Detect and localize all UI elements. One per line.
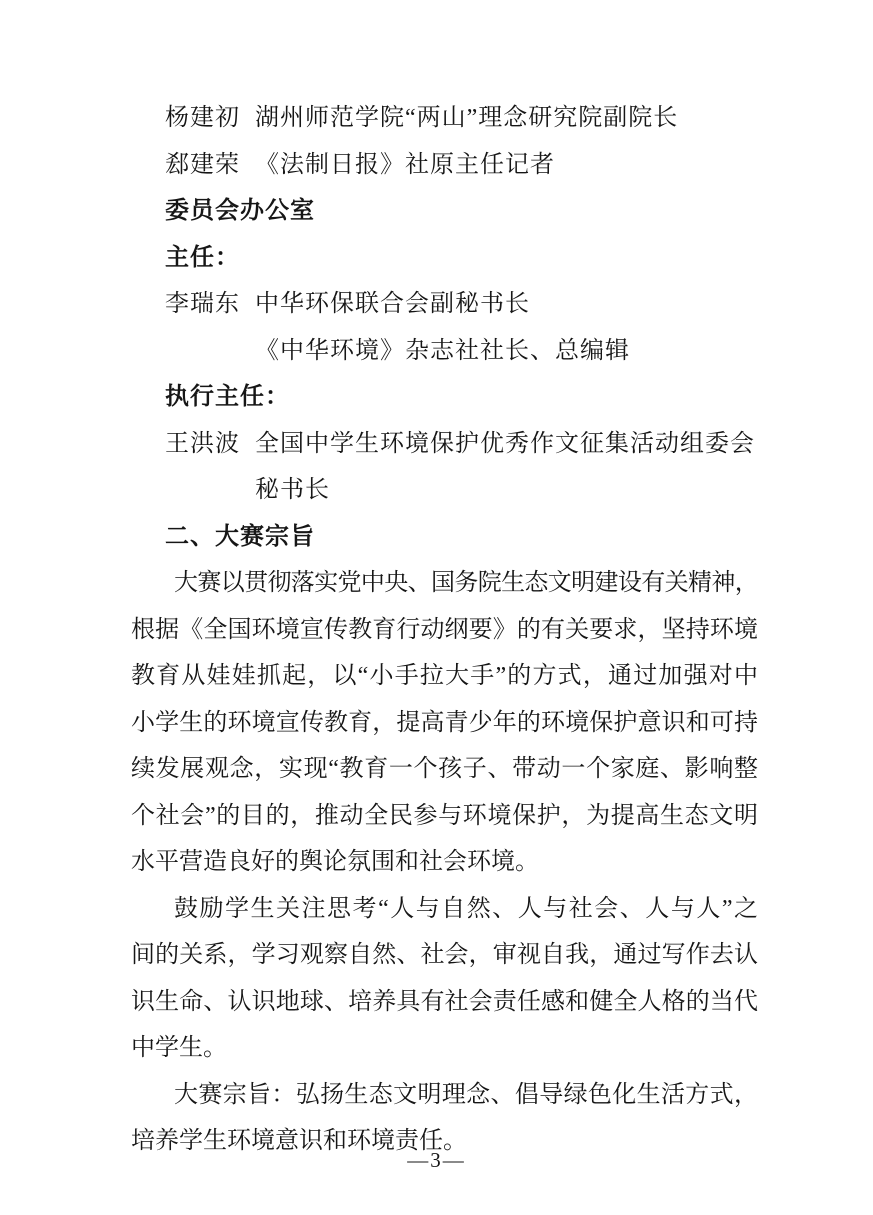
person-title: 全国中学生环境保护优秀作文征集活动组委会 [255, 430, 755, 457]
person-title: 湖州师范学院“两山”理念研究院副院长 [255, 105, 679, 131]
office-heading: 委员会办公室 [165, 198, 315, 224]
paragraph-line: 鼓励学生关注思考“人与自然、人与社会、人与人”之 [174, 895, 758, 922]
person-name: 郄建荣 [165, 151, 240, 178]
paragraph-line: 教育从娃娃抓起，以“小手拉大手”的方式，通过加强对中 [131, 663, 758, 689]
person-name: 王洪波 [165, 430, 240, 457]
director-label: 主任： [165, 244, 240, 271]
paragraph-line: 个社会”的目的，推动全民参与环境保护，为提高生态文明 [131, 802, 758, 829]
paragraph-line: 中学生。 [131, 1035, 227, 1061]
page-number: —3— [407, 1148, 466, 1172]
paragraph-line: 大赛以贯彻落实党中央、国务院生态文明建设有关精神， [174, 570, 758, 596]
section-heading: 二、大赛宗旨 [165, 523, 315, 550]
roster-row [131, 142, 758, 189]
paragraph-line: 识生命、认识地球、培养具有社会责任感和健全人格的当代 [131, 988, 758, 1015]
paragraph-line: 大赛宗旨：弘扬生态文明理念、倡导绿色化生活方式， [174, 1081, 758, 1108]
person-name: 杨建初 [165, 105, 240, 131]
paragraph-line: 小学生的环境宣传教育，提高青少年的环境保护意识和可持 [131, 709, 758, 736]
paragraph-line: 培养学生环境意识和环境责任。 [131, 1128, 467, 1154]
person-title-continuation: 秘书长 [255, 477, 330, 503]
paragraph-line: 续发展观念，实现“教育一个孩子、带动一个家庭、影响整 [131, 756, 758, 782]
roster-row [131, 421, 758, 468]
document-body [131, 95, 758, 1165]
person-title: 中华环保联合会副秘书长 [255, 291, 530, 317]
exec-director-label: 执行主任： [165, 384, 290, 410]
paragraph-line: 间的关系，学习观察自然、社会，审视自我，通过写作去认 [131, 942, 758, 968]
person-title-continuation: 《中华环境》杂志社社长、总编辑 [255, 337, 630, 364]
roster-row [131, 281, 758, 328]
paragraph-line: 根据《全国环境宣传教育行动纲要》的有关要求，坚持环境 [131, 616, 758, 643]
person-name: 李瑞东 [165, 291, 240, 317]
roster-row [131, 95, 758, 142]
paragraph-line: 水平营造良好的舆论氛围和社会环境。 [131, 849, 539, 875]
person-title: 《法制日报》社原主任记者 [255, 151, 555, 178]
